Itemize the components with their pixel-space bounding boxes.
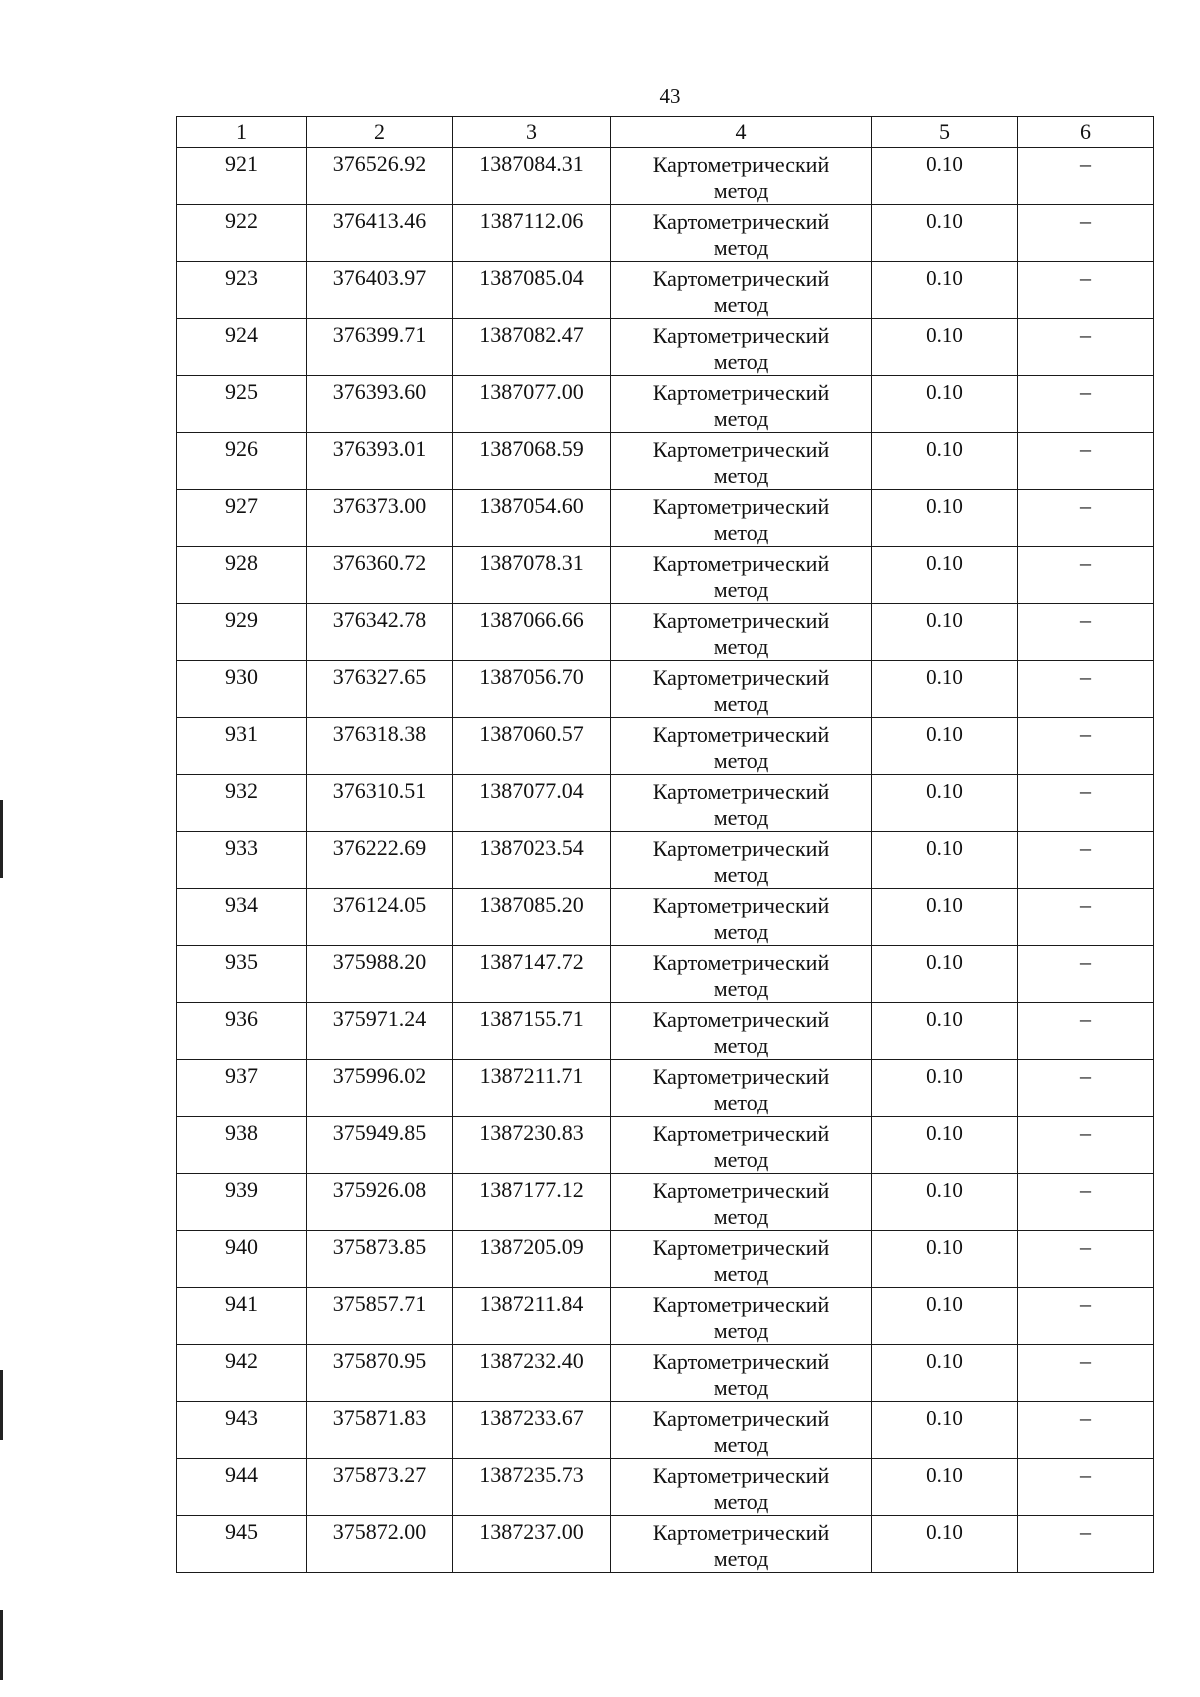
x-coordinate-cell: 375857.71 <box>307 1288 453 1345</box>
note-cell: – <box>1018 547 1154 604</box>
accuracy-cell: 0.10 <box>872 1288 1018 1345</box>
method-text-line1: Картометрический <box>652 1064 830 1089</box>
table-row <box>177 604 1154 661</box>
method-cell <box>611 1459 872 1516</box>
note-cell: – <box>1018 832 1154 889</box>
method-text-line1: Картометрический <box>652 665 830 690</box>
point-number-cell: 942 <box>177 1345 307 1402</box>
x-coordinate-cell: 376393.01 <box>307 433 453 490</box>
method-text-line2: метод <box>713 1489 769 1514</box>
method-cell <box>611 376 872 433</box>
x-coordinate-cell: 376413.46 <box>307 205 453 262</box>
method-cell <box>611 889 872 946</box>
accuracy-cell: 0.10 <box>872 376 1018 433</box>
y-coordinate-cell: 1387078.31 <box>453 547 611 604</box>
point-number-cell: 944 <box>177 1459 307 1516</box>
note-cell: – <box>1018 205 1154 262</box>
method-text-line1: Картометрический <box>652 722 830 747</box>
method-cell <box>611 946 872 1003</box>
point-number-cell: 929 <box>177 604 307 661</box>
point-number-cell: 930 <box>177 661 307 718</box>
method-cell <box>611 775 872 832</box>
y-coordinate-cell: 1387077.04 <box>453 775 611 832</box>
accuracy-cell: 0.10 <box>872 1402 1018 1459</box>
x-coordinate-cell: 375988.20 <box>307 946 453 1003</box>
method-text-line1: Картометрический <box>652 209 830 234</box>
x-coordinate-cell: 375872.00 <box>307 1516 453 1573</box>
method-text-line1: Картометрический <box>652 950 830 975</box>
point-number-cell: 933 <box>177 832 307 889</box>
x-coordinate-cell: 376222.69 <box>307 832 453 889</box>
table-row <box>177 661 1154 718</box>
accuracy-cell: 0.10 <box>872 205 1018 262</box>
accuracy-cell: 0.10 <box>872 1231 1018 1288</box>
method-cell <box>611 1117 872 1174</box>
y-coordinate-cell: 1387060.57 <box>453 718 611 775</box>
method-text-line2: метод <box>713 1147 769 1172</box>
method-text-line2: метод <box>713 634 769 659</box>
method-cell <box>611 1345 872 1402</box>
point-number-cell: 941 <box>177 1288 307 1345</box>
method-text-line1: Картометрический <box>652 1463 830 1488</box>
point-number-cell: 924 <box>177 319 307 376</box>
table-row <box>177 1345 1154 1402</box>
method-text-line2: метод <box>713 919 769 944</box>
note-cell: – <box>1018 718 1154 775</box>
accuracy-cell: 0.10 <box>872 889 1018 946</box>
method-text-line1: Картометрический <box>652 1349 830 1374</box>
method-text-line2: метод <box>713 178 769 203</box>
note-cell: – <box>1018 1345 1154 1402</box>
note-cell: – <box>1018 1231 1154 1288</box>
accuracy-cell: 0.10 <box>872 1117 1018 1174</box>
method-text-line2: метод <box>713 805 769 830</box>
accuracy-cell: 0.10 <box>872 718 1018 775</box>
accuracy-cell: 0.10 <box>872 1003 1018 1060</box>
method-cell <box>611 604 872 661</box>
y-coordinate-cell: 1387082.47 <box>453 319 611 376</box>
method-text-line2: метод <box>713 235 769 260</box>
method-text-line2: метод <box>713 1432 769 1457</box>
point-number-cell: 938 <box>177 1117 307 1174</box>
method-text-line2: метод <box>713 577 769 602</box>
accuracy-cell: 0.10 <box>872 1459 1018 1516</box>
y-coordinate-cell: 1387068.59 <box>453 433 611 490</box>
table-row <box>177 1231 1154 1288</box>
method-text-line2: метод <box>713 349 769 374</box>
column-header-1: 1 <box>177 117 307 148</box>
table-row <box>177 718 1154 775</box>
column-header-5: 5 <box>872 117 1018 148</box>
method-text-line1: Картометрический <box>652 1121 830 1146</box>
accuracy-cell: 0.10 <box>872 262 1018 319</box>
x-coordinate-cell: 376393.60 <box>307 376 453 433</box>
column-header-2: 2 <box>307 117 453 148</box>
x-coordinate-cell: 376526.92 <box>307 148 453 205</box>
point-number-cell: 935 <box>177 946 307 1003</box>
method-text-line2: метод <box>713 862 769 887</box>
y-coordinate-cell: 1387235.73 <box>453 1459 611 1516</box>
table-row <box>177 148 1154 205</box>
table-row <box>177 205 1154 262</box>
point-number-cell: 928 <box>177 547 307 604</box>
y-coordinate-cell: 1387077.00 <box>453 376 611 433</box>
note-cell: – <box>1018 319 1154 376</box>
accuracy-cell: 0.10 <box>872 148 1018 205</box>
point-number-cell: 926 <box>177 433 307 490</box>
method-cell <box>611 1231 872 1288</box>
point-number-cell: 921 <box>177 148 307 205</box>
table-row <box>177 889 1154 946</box>
table-row <box>177 1288 1154 1345</box>
table-row <box>177 832 1154 889</box>
note-cell: – <box>1018 1459 1154 1516</box>
y-coordinate-cell: 1387155.71 <box>453 1003 611 1060</box>
accuracy-cell: 0.10 <box>872 490 1018 547</box>
table-body <box>177 148 1154 1573</box>
note-cell: – <box>1018 604 1154 661</box>
y-coordinate-cell: 1387085.04 <box>453 262 611 319</box>
y-coordinate-cell: 1387233.67 <box>453 1402 611 1459</box>
method-text-line2: метод <box>713 1204 769 1229</box>
point-number-cell: 945 <box>177 1516 307 1573</box>
table-row <box>177 775 1154 832</box>
method-cell <box>611 1288 872 1345</box>
x-coordinate-cell: 375926.08 <box>307 1174 453 1231</box>
scan-edge-mark <box>0 1370 3 1440</box>
table-row <box>177 1003 1154 1060</box>
y-coordinate-cell: 1387066.66 <box>453 604 611 661</box>
note-cell: – <box>1018 1117 1154 1174</box>
x-coordinate-cell: 375870.95 <box>307 1345 453 1402</box>
method-text-line1: Картометрический <box>652 437 830 462</box>
column-header-3: 3 <box>453 117 611 148</box>
y-coordinate-cell: 1387084.31 <box>453 148 611 205</box>
method-cell <box>611 661 872 718</box>
accuracy-cell: 0.10 <box>872 1060 1018 1117</box>
method-cell <box>611 490 872 547</box>
method-cell <box>611 262 872 319</box>
method-cell <box>611 433 872 490</box>
point-number-cell: 925 <box>177 376 307 433</box>
accuracy-cell: 0.10 <box>872 661 1018 718</box>
x-coordinate-cell: 375996.02 <box>307 1060 453 1117</box>
column-header-4: 4 <box>611 117 872 148</box>
method-text-line1: Картометрический <box>652 1406 830 1431</box>
y-coordinate-cell: 1387237.00 <box>453 1516 611 1573</box>
method-text-line1: Картометрический <box>652 323 830 348</box>
y-coordinate-cell: 1387232.40 <box>453 1345 611 1402</box>
method-text-line2: метод <box>713 520 769 545</box>
method-text-line1: Картометрический <box>652 380 830 405</box>
x-coordinate-cell: 376124.05 <box>307 889 453 946</box>
table-row <box>177 1402 1154 1459</box>
method-text-line1: Картометрический <box>652 1007 830 1032</box>
method-text-line1: Картометрический <box>652 608 830 633</box>
y-coordinate-cell: 1387230.83 <box>453 1117 611 1174</box>
y-coordinate-cell: 1387211.84 <box>453 1288 611 1345</box>
y-coordinate-cell: 1387112.06 <box>453 205 611 262</box>
method-text-line1: Картометрический <box>652 551 830 576</box>
note-cell: – <box>1018 1003 1154 1060</box>
method-cell <box>611 1516 872 1573</box>
table-row <box>177 1117 1154 1174</box>
note-cell: – <box>1018 1516 1154 1573</box>
method-text-line1: Картометрический <box>652 1520 830 1545</box>
accuracy-cell: 0.10 <box>872 433 1018 490</box>
accuracy-cell: 0.10 <box>872 319 1018 376</box>
x-coordinate-cell: 376327.65 <box>307 661 453 718</box>
note-cell: – <box>1018 433 1154 490</box>
table-row <box>177 262 1154 319</box>
y-coordinate-cell: 1387211.71 <box>453 1060 611 1117</box>
y-coordinate-cell: 1387054.60 <box>453 490 611 547</box>
accuracy-cell: 0.10 <box>872 604 1018 661</box>
method-cell <box>611 205 872 262</box>
point-number-cell: 937 <box>177 1060 307 1117</box>
table-row <box>177 1459 1154 1516</box>
table-row <box>177 1516 1154 1573</box>
method-cell <box>611 319 872 376</box>
method-text-line2: метод <box>713 406 769 431</box>
method-text-line1: Картометрический <box>652 266 830 291</box>
coordinates-table <box>176 116 1154 1573</box>
note-cell: – <box>1018 775 1154 832</box>
accuracy-cell: 0.10 <box>872 1174 1018 1231</box>
note-cell: – <box>1018 946 1154 1003</box>
table-row <box>177 547 1154 604</box>
method-text-line2: метод <box>713 463 769 488</box>
x-coordinate-cell: 375871.83 <box>307 1402 453 1459</box>
point-number-cell: 927 <box>177 490 307 547</box>
point-number-cell: 936 <box>177 1003 307 1060</box>
table-row <box>177 946 1154 1003</box>
column-header-6: 6 <box>1018 117 1154 148</box>
accuracy-cell: 0.10 <box>872 775 1018 832</box>
table-row <box>177 433 1154 490</box>
method-text-line2: метод <box>713 1033 769 1058</box>
point-number-cell: 940 <box>177 1231 307 1288</box>
accuracy-cell: 0.10 <box>872 1345 1018 1402</box>
y-coordinate-cell: 1387085.20 <box>453 889 611 946</box>
point-number-cell: 932 <box>177 775 307 832</box>
note-cell: – <box>1018 1174 1154 1231</box>
method-cell <box>611 1003 872 1060</box>
table-row <box>177 319 1154 376</box>
method-cell <box>611 148 872 205</box>
page-number: 43 <box>659 84 681 108</box>
accuracy-cell: 0.10 <box>872 1516 1018 1573</box>
x-coordinate-cell: 376399.71 <box>307 319 453 376</box>
x-coordinate-cell: 376318.38 <box>307 718 453 775</box>
note-cell: – <box>1018 148 1154 205</box>
method-cell <box>611 1402 872 1459</box>
point-number-cell: 923 <box>177 262 307 319</box>
x-coordinate-cell: 376342.78 <box>307 604 453 661</box>
note-cell: – <box>1018 1060 1154 1117</box>
x-coordinate-cell: 376310.51 <box>307 775 453 832</box>
y-coordinate-cell: 1387177.12 <box>453 1174 611 1231</box>
method-text-line2: метод <box>713 748 769 773</box>
method-text-line2: метод <box>713 1261 769 1286</box>
scan-edge-mark <box>0 800 3 878</box>
x-coordinate-cell: 376360.72 <box>307 547 453 604</box>
accuracy-cell: 0.10 <box>872 547 1018 604</box>
method-text-line1: Картометрический <box>652 152 830 177</box>
method-text-line1: Картометрический <box>652 836 830 861</box>
method-text-line2: метод <box>713 1546 769 1571</box>
method-text-line2: метод <box>713 1318 769 1343</box>
x-coordinate-cell: 375873.27 <box>307 1459 453 1516</box>
method-cell <box>611 1174 872 1231</box>
note-cell: – <box>1018 376 1154 433</box>
point-number-cell: 922 <box>177 205 307 262</box>
note-cell: – <box>1018 661 1154 718</box>
method-text-line2: метод <box>713 976 769 1001</box>
table-row <box>177 1174 1154 1231</box>
note-cell: – <box>1018 1288 1154 1345</box>
table-row <box>177 376 1154 433</box>
point-number-cell: 939 <box>177 1174 307 1231</box>
method-cell <box>611 1060 872 1117</box>
y-coordinate-cell: 1387147.72 <box>453 946 611 1003</box>
method-text-line2: метод <box>713 292 769 317</box>
x-coordinate-cell: 375873.85 <box>307 1231 453 1288</box>
method-text-line1: Картометрический <box>652 1292 830 1317</box>
x-coordinate-cell: 376403.97 <box>307 262 453 319</box>
accuracy-cell: 0.10 <box>872 832 1018 889</box>
scan-edge-mark <box>0 1610 3 1680</box>
method-text-line1: Картометрический <box>652 779 830 804</box>
table-row <box>177 490 1154 547</box>
method-text-line1: Картометрический <box>652 494 830 519</box>
x-coordinate-cell: 375949.85 <box>307 1117 453 1174</box>
method-text-line2: метод <box>713 1090 769 1115</box>
table-row <box>177 1060 1154 1117</box>
method-text-line1: Картометрический <box>652 893 830 918</box>
x-coordinate-cell: 376373.00 <box>307 490 453 547</box>
method-text-line2: метод <box>713 691 769 716</box>
method-text-line1: Картометрический <box>652 1235 830 1260</box>
x-coordinate-cell: 375971.24 <box>307 1003 453 1060</box>
method-cell <box>611 718 872 775</box>
y-coordinate-cell: 1387205.09 <box>453 1231 611 1288</box>
point-number-cell: 943 <box>177 1402 307 1459</box>
point-number-cell: 931 <box>177 718 307 775</box>
note-cell: – <box>1018 889 1154 946</box>
accuracy-cell: 0.10 <box>872 946 1018 1003</box>
method-text-line1: Картометрический <box>652 1178 830 1203</box>
point-number-cell: 934 <box>177 889 307 946</box>
method-cell <box>611 547 872 604</box>
method-cell <box>611 832 872 889</box>
note-cell: – <box>1018 262 1154 319</box>
note-cell: – <box>1018 490 1154 547</box>
method-text-line2: метод <box>713 1375 769 1400</box>
note-cell: – <box>1018 1402 1154 1459</box>
header-row <box>177 117 1154 148</box>
y-coordinate-cell: 1387023.54 <box>453 832 611 889</box>
y-coordinate-cell: 1387056.70 <box>453 661 611 718</box>
